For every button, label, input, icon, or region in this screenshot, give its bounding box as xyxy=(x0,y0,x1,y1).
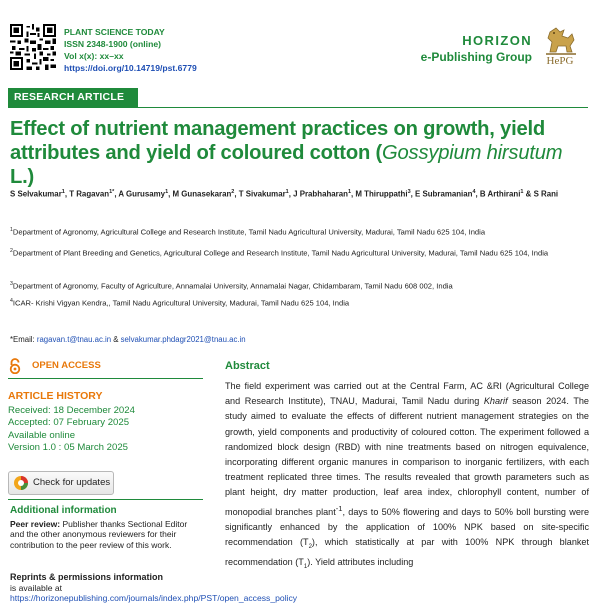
doi-link[interactable]: https://doi.org/10.14719/pst.6779 xyxy=(64,63,197,73)
email-label: *Email: xyxy=(10,335,37,344)
author-name: J Prabhaharan xyxy=(293,189,348,199)
available-online: Available online xyxy=(8,429,76,441)
author-separator: , xyxy=(168,189,173,199)
author-list xyxy=(10,189,595,199)
check-for-updates-label: Check for updates xyxy=(33,477,111,488)
additional-info-heading: Additional information xyxy=(10,505,117,516)
history-heading: ARTICLE HISTORY xyxy=(8,390,103,402)
qr-code-icon xyxy=(10,24,56,70)
author-separator: , xyxy=(114,189,119,199)
journal-issn: ISSN 2348-1900 (online) xyxy=(64,39,161,49)
author-separator: , xyxy=(64,189,70,199)
abstract-text: ). Yield attributes including xyxy=(307,557,414,568)
check-for-updates-button[interactable] xyxy=(8,471,114,495)
affiliation-1 xyxy=(10,224,585,239)
email-joiner: & xyxy=(111,335,121,344)
abstract-superscript: -1 xyxy=(335,503,343,513)
abstract-subscript: 1 xyxy=(303,563,308,570)
reprints-note xyxy=(10,583,298,604)
author-affiliation-mark: 1 xyxy=(165,189,169,195)
abstract-text: , days to 50% flowering and days to 50% boll bursting were significantly enhanced by the application of 100% NPK based on site-specific recommendation (T xyxy=(225,506,589,548)
article-title xyxy=(10,117,590,189)
title-suffix: L.) xyxy=(10,166,35,188)
version-date: Version 1.0 : 05 March 2025 xyxy=(8,442,128,454)
corresponding-email xyxy=(10,335,246,344)
author-name: A Gurusamy xyxy=(118,189,166,199)
author-name: E Subramanian xyxy=(415,189,473,199)
author-separator: , xyxy=(475,189,480,199)
title-species: Gossypium hirsutum xyxy=(382,142,563,164)
hepg-lion-logo xyxy=(540,24,580,70)
author-name: M Thiruppathi xyxy=(355,189,408,199)
article-type: RESEARCH ARTICLE xyxy=(14,91,125,103)
affiliation-text: Department of Agronomy, Faculty of Agriculture, Annamalai University, Annamalai Nagar, Chidambaram, Tamil Nadu 608 002, India xyxy=(12,281,453,291)
reprints-prefix: is available at xyxy=(10,583,63,593)
reprints-link[interactable]: https://horizonepublishing.com/journals/index.php/PST/open_access_policy xyxy=(10,593,298,604)
peer-review-text: Publisher thanks Sectional Editor and the other anonymous reviewers for their contribution to the peer review of this work. xyxy=(10,519,188,550)
author-name: T Ragavan xyxy=(69,189,110,199)
email-link-1[interactable]: ragavan.t@tnau.ac.in xyxy=(36,335,112,344)
journal-name: PLANT SCIENCE TODAY xyxy=(64,27,165,37)
abstract-heading: Abstract xyxy=(225,360,270,372)
author-name: M Gunasekaran xyxy=(172,189,232,199)
affiliation-2 xyxy=(10,245,585,260)
affiliation-number: 4 xyxy=(10,298,13,304)
accepted-date: Accepted: 07 February 2025 xyxy=(8,417,130,429)
affiliation-3 xyxy=(10,278,585,293)
email-link-2[interactable]: selvakumar.phdagr2021@tnau.ac.in xyxy=(120,335,246,344)
article-type-banner xyxy=(8,88,138,108)
affiliation-text: Department of Plant Breeding and Genetics, Agricultural College and Research Institute, Tamil Nadu Agricultural University, Madurai, Tamil Nadu 625 104, India xyxy=(12,248,549,258)
title-main: Effect of nutrient management practices on growth, yield attributes and yield of coloured cotton ( xyxy=(10,118,546,164)
author-separator: , xyxy=(351,189,356,199)
logo-text: HePG xyxy=(546,55,574,67)
affiliation-number: 2 xyxy=(10,248,13,254)
received-date: Received: 18 December 2024 xyxy=(8,405,135,416)
check-for-updates-icon xyxy=(13,475,29,491)
author-name: T Sivakumar xyxy=(238,189,286,199)
affiliation-number: 1 xyxy=(10,227,13,233)
author-separator: , xyxy=(288,189,294,199)
author-name: S Rani xyxy=(533,189,559,199)
publisher-line2: e-Publishing Group xyxy=(420,50,532,64)
author-separator: , xyxy=(234,189,239,199)
affiliation-text: ICAR- Krishi Vigyan Kendra,, Tamil Nadu Agricultural University, Madurai, Tamil Nadu 625 104, India xyxy=(12,298,350,308)
author-affiliation-mark: 1 xyxy=(61,189,65,195)
article-history xyxy=(8,405,135,455)
author-affiliation-mark: 1 xyxy=(285,189,289,195)
author-separator: & xyxy=(523,189,534,199)
affiliation-text: Department of Agronomy, Agricultural College and Research Institute, Tamil Nadu Agricultural University, Madurai, Tamil Nadu 625 104, India xyxy=(12,227,486,237)
reprints-heading: Reprints & permissions information xyxy=(10,572,164,582)
affiliation-4 xyxy=(10,295,585,310)
author-affiliation-mark: 1 xyxy=(347,189,352,195)
abstract-season: Kharif xyxy=(483,396,508,407)
abstract-text: The field experiment was carried out at the Central Farm, AC &RI (Agricultural College and Research Institute), TNAU, Madurai, Tamil Nadu during xyxy=(225,381,589,407)
affiliation-number: 3 xyxy=(10,281,13,287)
left-rule-2 xyxy=(8,499,203,500)
author-name: B Arthirani xyxy=(479,189,521,199)
publisher-line1: HORIZON xyxy=(462,33,532,48)
journal-volume: Vol x(x): xx–xx xyxy=(64,51,124,61)
author-name: S Selvakumar xyxy=(10,189,62,199)
open-access-label: OPEN ACCESS xyxy=(32,360,101,371)
banner-rule xyxy=(138,107,588,108)
author-affiliation-mark: 1 xyxy=(520,189,524,195)
abstract-subscript: 2 xyxy=(308,543,312,550)
peer-review-note xyxy=(10,519,200,550)
abstract-text: season 2024. The study aimed to evaluate the effects of different nutrient management strategies on the growth, yield components and productivity of coloured cotton. The experiment followed a randomized block design (RBD) with nine treatments based on nitrogen equivalence, incorporating different organic manures in comparison to inorganic fertilizers, with each treatment replicated three times. The results revealed that growth parameters such as plant height, dry matter production, leaf area index, chlorophyll content, number of monopodial branches plant xyxy=(225,396,589,517)
publisher-name xyxy=(402,32,532,66)
author-affiliation-mark: 1* xyxy=(109,189,115,195)
author-affiliation-mark: 3 xyxy=(407,189,411,195)
abstract-body xyxy=(225,379,589,575)
author-separator: , xyxy=(410,189,416,199)
journal-info xyxy=(64,26,197,74)
author-affiliation-mark: 4 xyxy=(472,189,476,195)
author-affiliation-mark: 2 xyxy=(231,189,235,195)
open-access-badge xyxy=(8,358,198,374)
abstract-text: ), which statistically at par with 100% NPK through blanket recommendation (T xyxy=(225,537,590,568)
peer-review-label: Peer review: xyxy=(10,519,61,529)
open-access-lock-icon xyxy=(8,358,22,374)
left-rule-1 xyxy=(8,378,203,379)
